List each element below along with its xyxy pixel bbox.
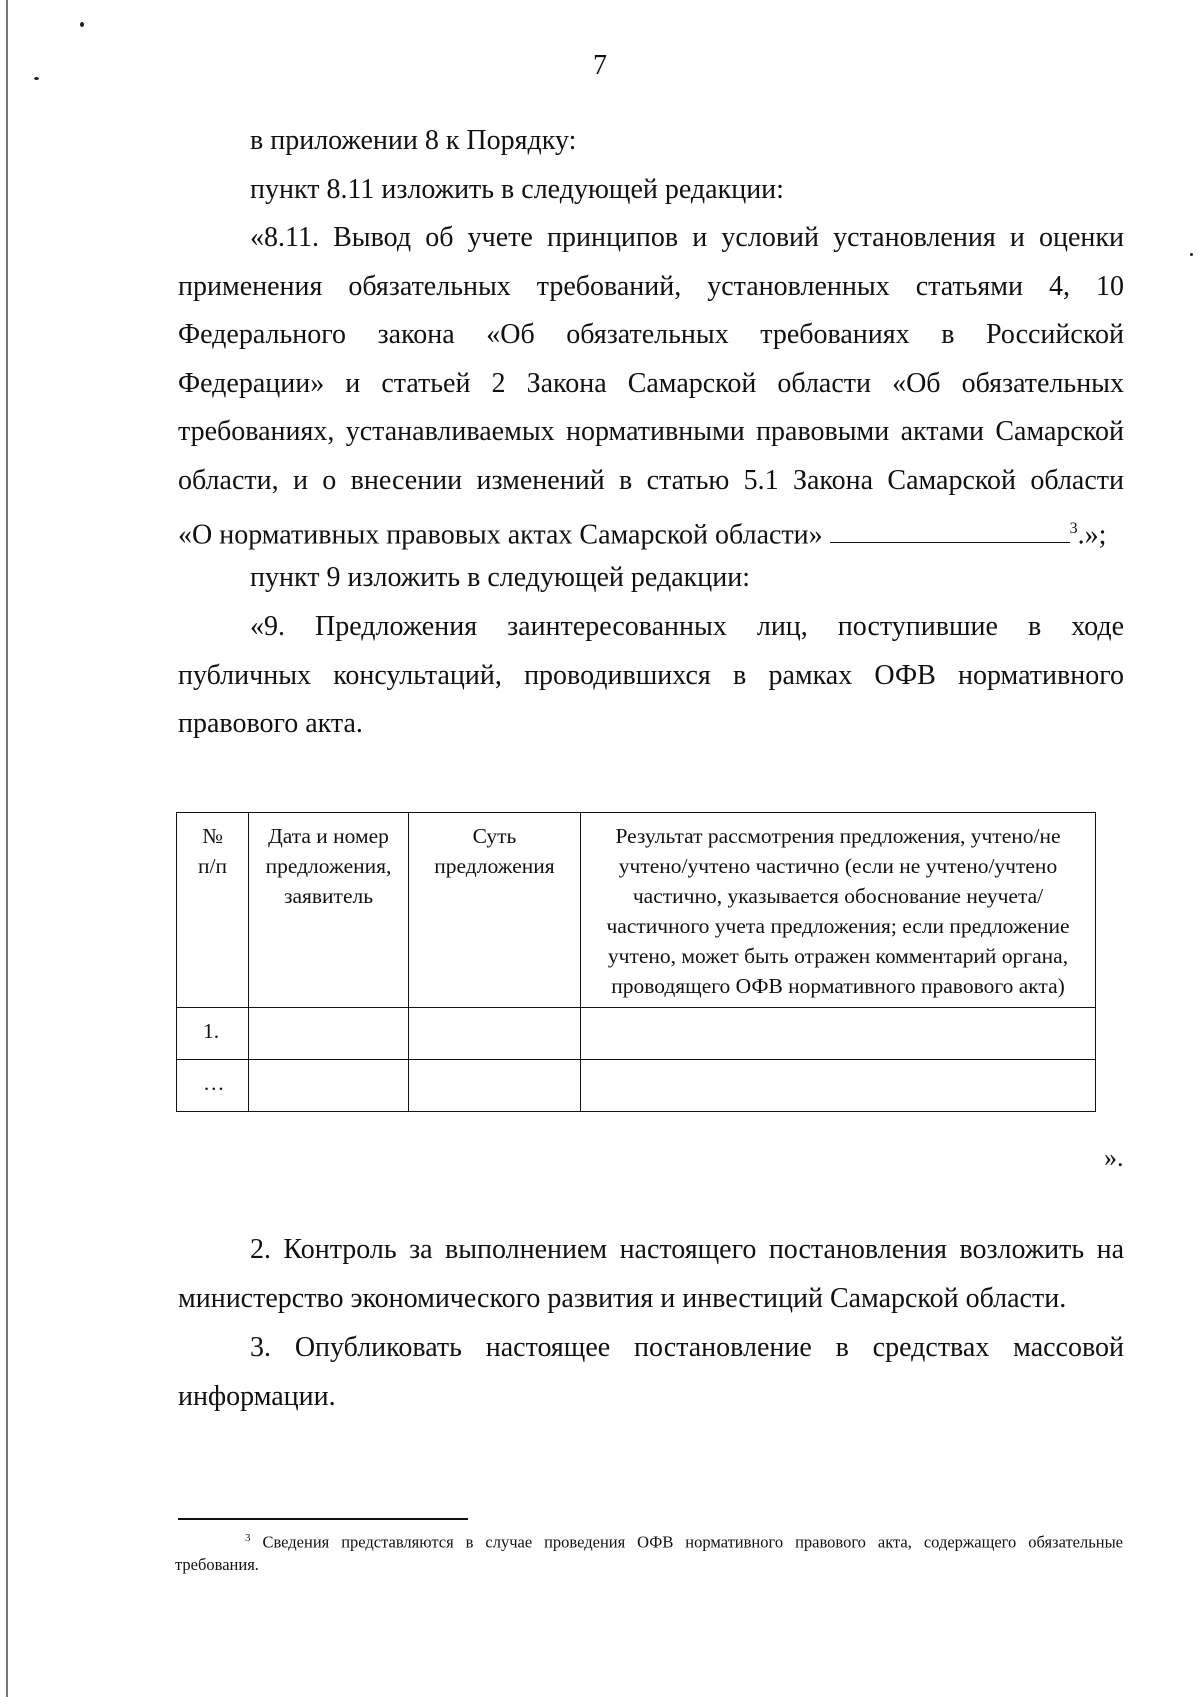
table-cell [409,1060,581,1112]
table-cell: … [177,1060,249,1112]
intro-line: пункт 8.11 изложить в следующей редакции: [250,173,784,205]
text-line: «9. Предложения заинтересованных лиц, поступившие в ходе [250,611,1124,642]
paragraph-8-11 [178,214,1124,560]
intro-line: в приложении 8 к Порядку: [250,125,577,156]
text-line: 2. Контроль за выполнением настоящего постановления возложить на [250,1234,1124,1265]
text-line: пункт 9 изложить в следующей редакции: [250,562,750,593]
text-line: информации. [178,1380,336,1412]
table-cell [249,1060,409,1112]
paragraph-2 [178,1226,1124,1323]
text-line: Федерации» и статьей 2 Закона Самарской области «Об обязательных [178,367,1124,399]
text-line: «8.11. Вывод об учете принципов и условий установления и оценки [250,222,1124,253]
table-closing-quote: ». [1104,1143,1124,1172]
footnote-reference: 3 [1069,520,1078,537]
text-line: 3. Опубликовать настоящее постановление в средствах массовой [250,1332,1124,1363]
footnote [175,1527,1123,1576]
paragraph-9 [178,603,1124,749]
header-cell-result: Результат рассмотрения предложения, учтено/не учтено/учтено частично (если не учтено/учтено частично, указывается обоснование неучета/частичного учета предложения; если предложение учтено, может быть отражен комментарий органа, проводящего ОФВ нормативного правового акта) [581,813,1096,1008]
table-row [177,1060,1096,1112]
scan-edge-line [6,0,8,1697]
text-line-with-blank [178,505,1124,560]
table-cell [409,1008,581,1060]
paragraph-3 [178,1324,1124,1421]
page-number: 7 [593,50,607,81]
text-line: правового акта. [178,708,363,739]
scan-speck [80,22,84,27]
table-cell [581,1060,1096,1112]
point-9-intro [178,554,1124,603]
text-fragment: .»; [1077,519,1107,551]
footnote-separator [178,1518,468,1520]
footnote-text: Сведения представляются в случае проведения ОФВ нормативного правового акта, содержащего обязательные требования. [175,1532,1123,1574]
text-line: Федерального закона «Об обязательных требованиях в Российской [178,319,1124,350]
header-cell-number: № п/п [177,813,249,1008]
proposals-table [176,812,1096,1112]
table-row [177,1008,1096,1060]
header-cell-date: Дата и номер предложения, заявитель [249,813,409,1008]
table-cell: 1. [177,1008,249,1060]
text-line: министерство экономического развития и инвестиций Самарской области. [178,1282,1067,1314]
intro-block [178,117,1124,214]
text-fragment: «О нормативных правовых актах Самарской области» [178,519,823,551]
text-line: применения обязательных требований, установленных статьями 4, 10 [178,270,1124,302]
text-line: требованиях, устанавливаемых нормативными правовыми актами Самарской [178,416,1124,447]
table-cell [581,1008,1096,1060]
footnote-mark: 3 [245,1532,251,1544]
fill-in-blank-line [830,520,1070,543]
text-line: области, и о внесении изменений в статью 5.1 Закона Самарской области [178,464,1124,496]
text-line: публичных консультаций, проводившихся в рамках ОФВ нормативного [178,659,1124,691]
table-cell [249,1008,409,1060]
header-cell-essence: Суть предложения [409,813,581,1008]
scan-speck [1190,253,1193,256]
table-header-row [177,813,1096,1008]
